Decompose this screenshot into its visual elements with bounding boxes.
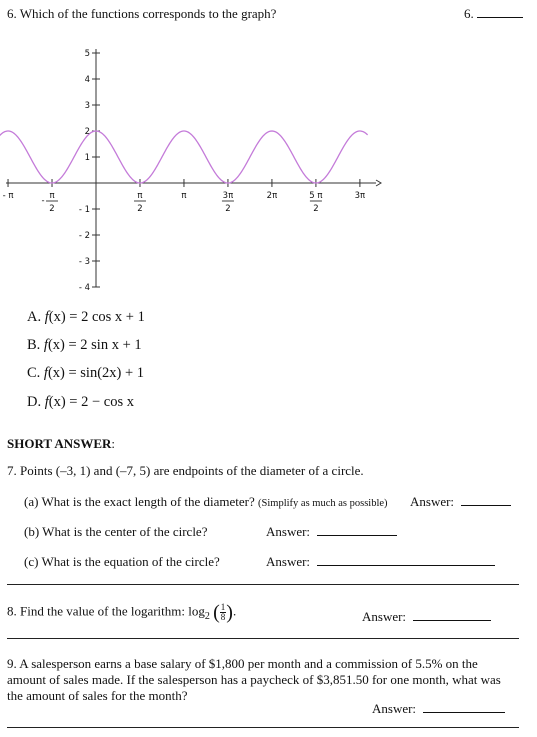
question-6-number: 6.: [464, 6, 474, 21]
option-d-function: f: [44, 394, 49, 410]
x-tick-label-numerator: π: [137, 191, 143, 201]
question-7c-answer: [266, 554, 495, 570]
option-b-letter: B.: [27, 337, 41, 353]
option-c-letter: C.: [27, 365, 41, 381]
y-tick-label: 2: [84, 127, 90, 137]
short-answer-heading: [7, 436, 115, 452]
y-tick-label: - 2: [78, 231, 90, 241]
x-tick-label-numerator: 5 π: [309, 191, 323, 201]
x-tick-label-sign: -: [41, 196, 45, 206]
question-7a-answer-blank[interactable]: [461, 494, 511, 506]
x-tick-label-denominator: 2: [313, 204, 319, 214]
fraction-denominator: 8: [220, 612, 226, 622]
question-7b-answer-blank[interactable]: [317, 524, 397, 536]
question-9-prompt: 9. A salesperson earns a base salary of $1,800 per month and a commission of 5.5% on the amount of sales made. If the salesperson has a paycheck of $3,851.50 for one month, what was the amount of sales for the month?: [7, 656, 501, 703]
x-tick-label: 2π: [266, 191, 278, 201]
question-8-answer-blank[interactable]: [413, 609, 491, 621]
x-tick-label-numerator: 3π: [222, 191, 234, 201]
x-tick-label-numerator: π: [49, 191, 55, 201]
y-tick-label: 1: [84, 153, 90, 163]
x-tick-label: 3π: [354, 191, 366, 201]
question-7a-answer: [410, 494, 511, 510]
y-tick-label: - 3: [78, 257, 90, 267]
series-line: [0, 131, 368, 183]
option-b-expression: (x) = 2 sin x + 1: [47, 337, 142, 353]
option-c-function: f: [43, 365, 48, 381]
option-b-function: f: [43, 337, 48, 353]
question-9-answer-blank[interactable]: [423, 701, 505, 713]
y-tick-label: 3: [84, 101, 90, 111]
question-7a-answer-label: Answer:: [410, 494, 455, 509]
question-7a-text: (a) What is the exact length of the diameter?: [24, 494, 255, 509]
question-7b-text: (b) What is the center of the circle?: [24, 524, 208, 539]
x-tick-label-denominator: 2: [225, 204, 231, 214]
question-9-answer-label: Answer:: [372, 701, 417, 716]
x-tick-label-denominator: 2: [137, 204, 143, 214]
option-a-expression: (x) = 2 cos x + 1: [48, 309, 145, 325]
short-answer-heading-colon: :: [111, 436, 116, 451]
option-c-expression: (x) = sin(2x) + 1: [47, 365, 145, 381]
option-a-letter: A.: [27, 309, 42, 325]
question-7-prompt: 7. Points (–3, 1) and (–7, 5) are endpoints of the diameter of a circle.: [7, 463, 364, 478]
option-a[interactable]: [27, 309, 145, 326]
question-7b-answer: [266, 524, 397, 540]
graph-curve: [0, 131, 368, 183]
question-6-answer-slot: [464, 6, 523, 22]
option-b[interactable]: [27, 337, 142, 354]
question-7b-answer-label: Answer:: [266, 524, 311, 539]
y-tick-label: 4: [84, 75, 90, 85]
option-d-expression: (x) = 2 − cos x: [48, 394, 134, 410]
graph-tick-labels: [3, 49, 366, 293]
y-tick-label: 5: [84, 49, 90, 59]
divider-2: [7, 638, 519, 639]
question-7c-answer-blank[interactable]: [317, 554, 495, 566]
x-axis-arrow-icon: [376, 180, 381, 186]
question-7a: [24, 494, 388, 512]
x-tick-label-denominator: 2: [49, 204, 55, 214]
question-7a-note: (Simplify as much as possible): [258, 498, 388, 509]
question-8-prompt: 8. Find the value of the logarithm: $\log_2$ ( $\frac{1}{8}$ ).: [7, 601, 237, 624]
question-8-answer-label: Answer:: [362, 609, 407, 624]
option-a-function: f: [44, 309, 49, 325]
divider-1: [7, 584, 519, 585]
sinusoid-graph: [0, 30, 400, 300]
question-7c-text: (c) What is the equation of the circle?: [24, 554, 220, 569]
question-7c-answer-label: Answer:: [266, 554, 311, 569]
question-6-answer-blank[interactable]: [477, 6, 523, 18]
divider-3: [7, 727, 519, 728]
y-tick-label: - 4: [78, 283, 90, 293]
x-tick-label: - π: [2, 191, 14, 201]
y-tick-label: - 1: [78, 205, 90, 215]
question-8-end: .: [232, 603, 237, 619]
question-6-prompt: 6. Which of the functions corresponds to the graph?: [7, 6, 277, 21]
log-base: 2: [204, 611, 210, 623]
option-c[interactable]: [27, 365, 144, 382]
option-d[interactable]: [27, 394, 134, 411]
x-tick-label: π: [181, 191, 187, 201]
option-d-letter: D.: [27, 394, 42, 410]
question-9-answer: [372, 701, 505, 717]
question-8-answer: [362, 609, 491, 625]
question-8-text: 8. Find the value of the logarithm: log: [7, 603, 205, 619]
graph-axes: [6, 49, 381, 287]
short-answer-heading-text: SHORT ANSWER: [7, 436, 112, 451]
fraction-numerator: 1: [220, 602, 226, 612]
